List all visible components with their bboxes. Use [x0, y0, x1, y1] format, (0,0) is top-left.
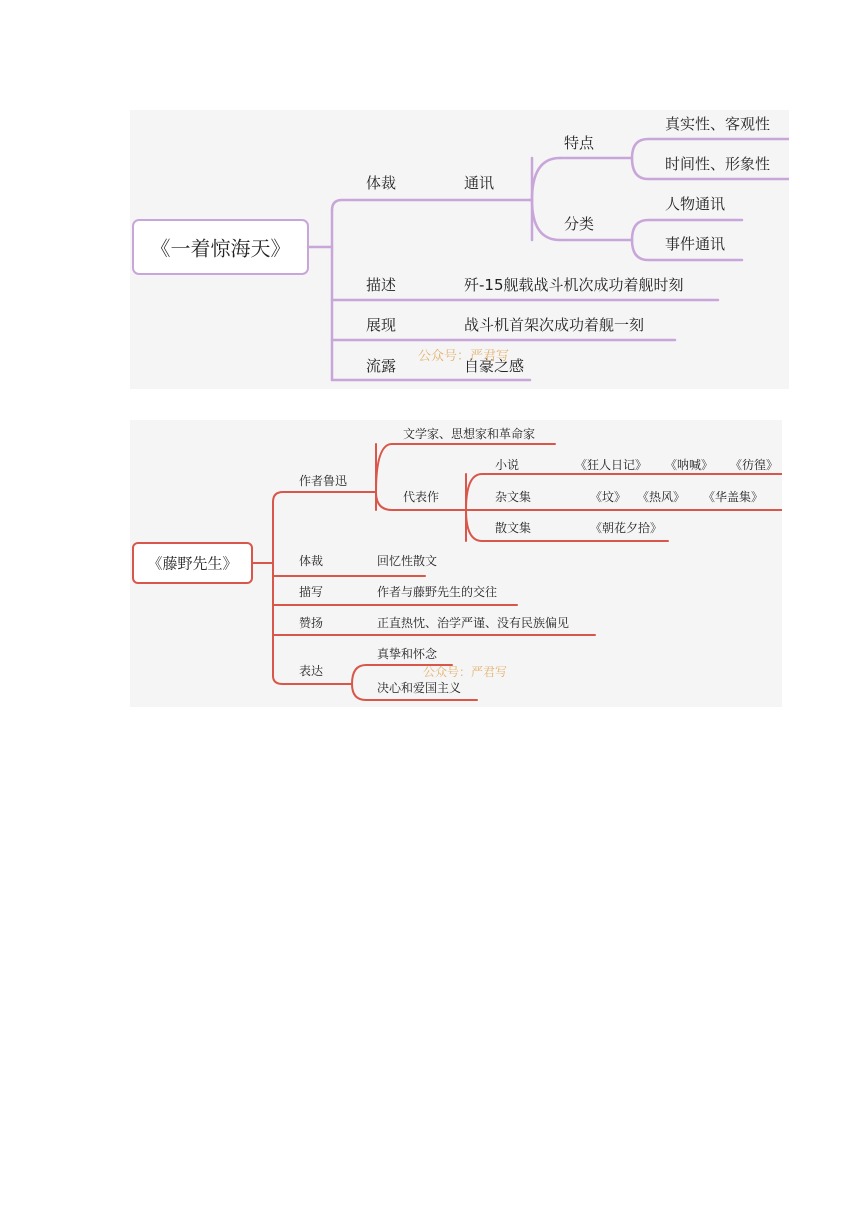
- node-tizai: 体裁: [299, 554, 324, 568]
- mindmap-yizhuo-jinghaitian: [130, 110, 789, 389]
- node-zuozhe: 作者鲁迅: [299, 474, 348, 488]
- node-zhaohua: 《朝花夕拾》: [590, 521, 663, 535]
- watermark: 公众号：严君写: [423, 665, 508, 679]
- node-shijiantongxun: 事件通讯: [665, 235, 726, 253]
- node-fen: 《坟》: [590, 490, 627, 504]
- node-zhanxian-text: 战斗机首架次成功着舰一刻: [464, 316, 645, 334]
- node-miaoshu-text: 歼-15舰载战斗机次成功着舰时刻: [464, 276, 684, 294]
- node-miaoshu: 描述: [366, 276, 397, 294]
- mindmap-tengye-xiansheng: [130, 420, 782, 707]
- node-zhanxian: 展现: [366, 316, 397, 334]
- root-node: [132, 219, 309, 275]
- node-huagai: 《华盖集》: [703, 490, 764, 504]
- node-miaoxie: 描写: [299, 585, 324, 599]
- node-tizai: 体裁: [366, 174, 397, 192]
- node-zhenzhi: 真挚和怀念: [377, 647, 438, 661]
- node-liulu: 流露: [366, 357, 397, 375]
- node-tongxun: 通讯: [464, 174, 495, 192]
- node-zhenshi: 真实性、客观性: [665, 115, 771, 133]
- node-xiaoshuo: 小说: [495, 458, 520, 472]
- node-miaoxie-text: 作者与藤野先生的交往: [377, 585, 498, 599]
- watermark: 公众号：严君写: [418, 349, 510, 364]
- node-refeng: 《热风》: [637, 490, 686, 504]
- node-huiyi: 回忆性散文: [377, 554, 438, 568]
- node-zanyang-text: 正直热忱、治学严谨、没有民族偏见: [377, 616, 570, 630]
- node-kuangren: 《狂人日记》: [575, 458, 648, 472]
- node-renwu: 人物通讯: [665, 195, 726, 213]
- node-wenxuejia: 文学家、思想家和革命家: [403, 427, 536, 441]
- node-liulu-text: 自豪之感: [464, 357, 525, 375]
- node-biaoda: 表达: [299, 664, 324, 678]
- node-juexin: 决心和爱国主义: [377, 681, 462, 695]
- node-zawenji: 杂文集: [495, 490, 532, 504]
- node-zanyang: 赞扬: [299, 616, 324, 630]
- node-daibiaozuo: 代表作: [403, 490, 440, 504]
- node-sanwenji: 散文集: [495, 521, 532, 535]
- root-node: [132, 542, 253, 584]
- root-title: 《藤野先生》: [147, 554, 238, 573]
- node-tedian: 特点: [564, 134, 595, 152]
- node-shijian: 时间性、形象性: [665, 155, 771, 173]
- root-title: 《一着惊海天》: [150, 236, 291, 261]
- node-panghuang: 《彷徨》: [730, 458, 779, 472]
- node-nahan: 《呐喊》: [665, 458, 714, 472]
- node-fenlei: 分类: [564, 215, 595, 233]
